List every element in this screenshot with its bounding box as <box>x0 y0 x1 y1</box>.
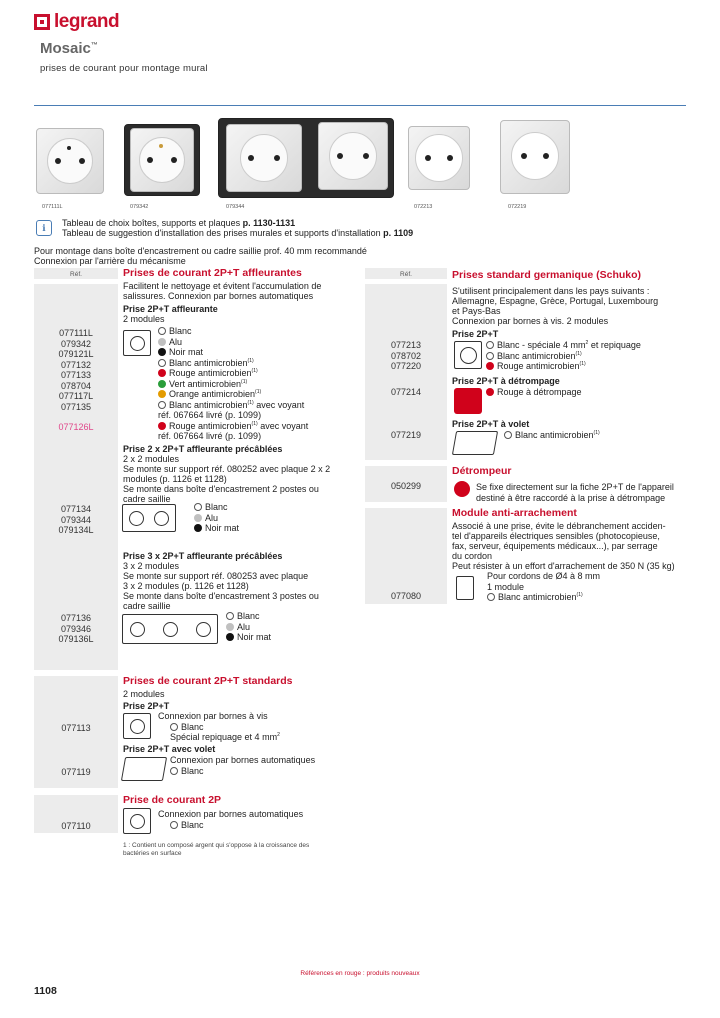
intro-line-2: Connexion par l'arrière du mécanisme <box>34 256 186 266</box>
ref-list: 077134 079344 079134L <box>58 504 94 535</box>
option-list: Blanc Alu Noir mat Blanc antimicrobien$^{(1)}$ Rouge antimicrobien$^{(1)}$ Vert antimicrobien$^{(1)}$ Orange antimicrobien$^{(1)}$ Blanc antimicrobien$^{(1)}$ avec voyant réf. 067664 livré (p. 1099) Rouge antimicrobien$^{(1)}$ avec voyant réf. 067664 livré (p. 1099) <box>158 326 309 441</box>
option-list: Blanc Alu Noir mat <box>226 611 271 643</box>
section-title: Prises standard germanique (Schuko) <box>452 269 642 281</box>
ref-list: 077111L 079342 079121L 077132 077133 078704 077117L 077135 077126L <box>58 328 94 432</box>
footnote: 1 : Contient un composé argent qui s'oppose à la croissance des bactéries en surface <box>123 842 310 857</box>
shutter-socket-icon <box>121 757 167 781</box>
product-desc: Connexion par bornes automatiques Blanc <box>158 809 304 830</box>
schuko-socket-icon <box>454 341 482 369</box>
product-image-079344 <box>218 118 394 198</box>
option-list: Blanc Alu Noir mat <box>194 502 239 534</box>
product-image-077111L <box>36 128 104 196</box>
product-subtitle: Prise 2P+T avec volet <box>123 744 216 754</box>
shutter-socket-icon <box>452 431 498 455</box>
header-divider <box>34 105 686 106</box>
section-desc: salissures. Connexion par bornes automatiques <box>123 291 314 301</box>
product-subtitle: Prise 2 x 2P+T affleurante précâblées <box>123 444 283 454</box>
ref-item: 050299 <box>390 481 422 491</box>
socket-module-icon <box>123 330 151 356</box>
ref-item: 077110 <box>61 821 91 831</box>
image-caption: 072213 <box>414 204 433 210</box>
product-subtitle: Prise 2P+T à volet <box>452 419 530 429</box>
series-title: Mosaic™ <box>40 40 98 57</box>
ref-item: 077219 <box>390 430 422 440</box>
ref-band <box>365 508 447 604</box>
product-desc: Connexion par bornes automatiques Blanc <box>170 755 316 776</box>
product-image-079342 <box>124 124 200 196</box>
product-desc: Se fixe directement sur la fiche 2P+T de l'appareil destiné à être raccordé à la prise à détrompage <box>476 482 674 503</box>
info-icon: ℹ <box>36 220 52 236</box>
module-count: 2 modules <box>123 689 165 699</box>
section-desc: S'utilisent principalement dans les pays suivants : Allemagne, Espagne, Grèce, Portugal, Luxembourg et Pays-Bas Connexion par bornes à vis. 2 modules <box>452 286 659 326</box>
anti-pull-module-icon <box>456 576 474 600</box>
module-count: 2 modules <box>123 314 165 324</box>
ref-list: 077136 079346 079136L <box>58 613 94 644</box>
page-subtitle: prises de courant pour montage mural <box>40 63 208 74</box>
product-desc: 3 x 2 modules Se monte sur support réf. 080253 avec plaque 3 x 2 modules (p. 1126 et 1128) Se monte dans boîte d'encastrement 3 postes ou cadre saillie <box>123 561 319 611</box>
triple-socket-module-icon <box>122 614 218 644</box>
option-list: Pour cordons de Ø4 à 8 mm 1 module Blanc antimicrobien$^{(1)}$ <box>487 571 601 602</box>
brand-logo <box>34 10 120 32</box>
option-list: Rouge à détrompage <box>486 387 582 398</box>
section-title: Détrompeur <box>452 465 512 477</box>
option-list: Blanc antimicrobien$^{(1)}$ <box>504 430 600 441</box>
ref-item: 077080 <box>390 591 422 601</box>
product-subtitle: Prise 2P+T affleurante <box>123 304 218 314</box>
product-desc: Connexion par bornes à vis Blanc Spécial repiquage et 4 $mm^2$ <box>158 711 280 742</box>
double-socket-module-icon <box>122 504 176 532</box>
page-number: 1108 <box>34 985 57 997</box>
section-desc: Associé à une prise, évite le débranchement acciden- tel d'appareils électriques sensibles (photocopieuse, fax, serveur, équipements médicaux...), par serrage du cordon Peut résister à un effort d'arrachement de 350 N (35 kg) <box>452 521 675 571</box>
section-title: Prises de courant 2P+T affleurantes <box>123 267 302 279</box>
image-caption: 079342 <box>130 204 149 210</box>
product-subtitle: Prise 2P+T <box>123 701 170 711</box>
image-caption: 079344 <box>226 204 245 210</box>
product-subtitle: Prise 2P+T à détrompage <box>452 376 560 386</box>
product-subtitle: Prise 2P+T <box>452 329 499 339</box>
product-subtitle: Prise 3 x 2P+T affleurante précâblées <box>123 551 283 561</box>
section-desc: Facilitent le nettoyage et évitent l'accumulation de <box>123 281 322 291</box>
ref-header: Réf. <box>400 271 412 278</box>
section-title: Module anti-arrachement <box>452 507 577 519</box>
ref-list: 077213 078702 077220 <box>390 340 422 371</box>
socket-module-icon <box>123 713 151 739</box>
ref-item: 077214 <box>390 387 422 397</box>
socket-2p-module-icon <box>123 808 151 834</box>
product-desc: 2 x 2 modules Se monte sur support réf. 080252 avec plaque 2 x 2 modules (p. 1126 et 1128) Se monte dans boîte d'encastrement 2 postes ou cadre saillie <box>123 454 331 504</box>
image-caption: 072219 <box>508 204 527 210</box>
image-caption: 077111L <box>42 204 63 210</box>
info-line-2: Tableau de suggestion d'installation des prises murales et supports d'installation p. 1109 <box>62 228 414 238</box>
ref-item: 077113 <box>61 723 91 733</box>
brand-name: legrand <box>54 10 120 32</box>
new-products-legend: Références en rouge : produits nouveaux <box>300 970 420 977</box>
section-title: Prises de courant 2P+T standards <box>123 675 293 687</box>
keyed-socket-icon <box>454 388 482 414</box>
option-list: Blanc - spéciale 4 $mm^2$ et repiquage Blanc antimicrobien$^{(1)}$ Rouge antimicrobien$^{(1)}$ <box>486 340 641 372</box>
product-image-072213 <box>408 126 470 192</box>
keying-plug-icon <box>454 481 470 497</box>
intro-line-1: Pour montage dans boîte d'encastrement ou cadre saillie prof. 40 mm recommandé <box>34 246 367 256</box>
section-title: Prise de courant 2P <box>123 794 222 806</box>
legrand-logo-icon <box>34 14 50 30</box>
ref-header: Réf. <box>70 271 82 278</box>
info-line-1: Tableau de choix boîtes, supports et plaques p. 1130-1131 <box>62 218 296 228</box>
product-image-072219 <box>500 116 572 196</box>
ref-item: 077119 <box>61 767 91 777</box>
